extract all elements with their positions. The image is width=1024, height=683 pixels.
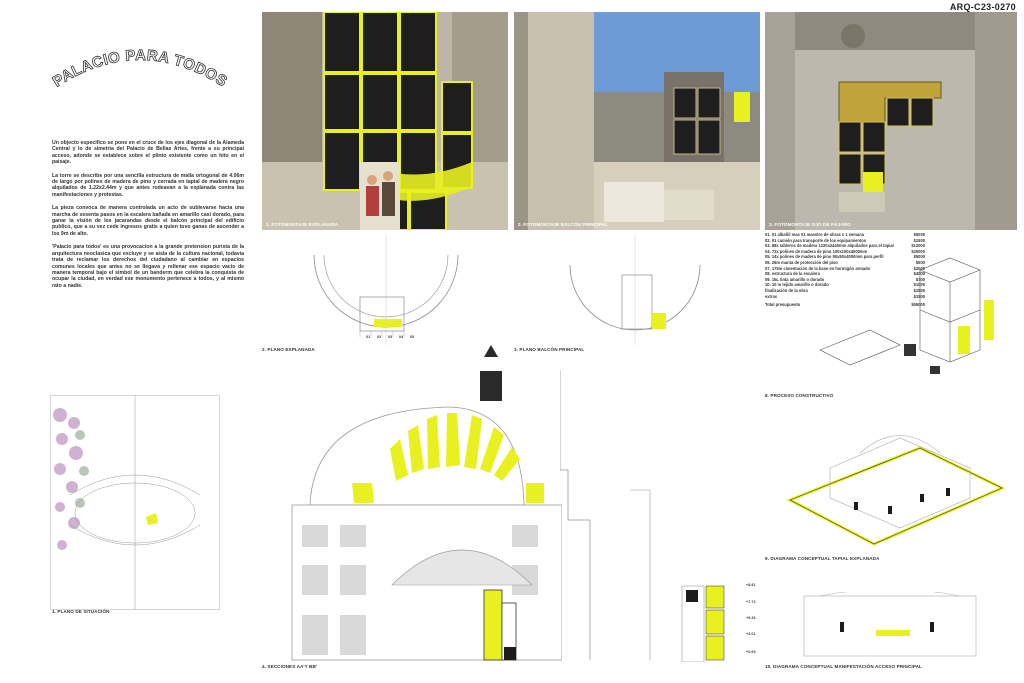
paragraph: La torre se describe por una sencilla estructura de malla ortogonal de 4.06m de largo por polines de madera de pino y cerrada en tapial de madera negro alquilados de 1.22x2.44m y que antes rodeavan a la explanada contra las manifestaciones y protestas. bbox=[52, 172, 244, 198]
budget-row: 04. 72x polines de madera de pino 100x100x4000mm $20000 bbox=[765, 248, 925, 254]
caption-secciones: 4. SECCIONES AA'Y BB' bbox=[262, 664, 318, 669]
proceso-constructivo bbox=[800, 240, 1020, 390]
caption-plan-balcon: 3. PLANO BALCÓN PRINCIPAL bbox=[514, 347, 585, 352]
diagrama-manifestacion bbox=[800, 592, 980, 660]
project-code: ARQ-C23-0270 bbox=[949, 2, 1016, 12]
caption-photo1: 1. FOTOMONTAJE EXPLANADA bbox=[266, 222, 339, 227]
photomontage-balcon bbox=[514, 12, 760, 230]
budget-total: Total presupuesto $55000 bbox=[765, 302, 925, 308]
section-profile bbox=[560, 370, 680, 670]
caption-photo2: 2. FOTOMONTAJE BALCÓN PRINCIPAL bbox=[518, 222, 608, 227]
level-label: +5.33 bbox=[746, 616, 756, 620]
axis-label: 04 bbox=[399, 335, 404, 339]
axis-label: 03 bbox=[388, 335, 393, 339]
section-detail bbox=[680, 580, 750, 662]
plano-situacion bbox=[50, 395, 220, 610]
budget-row: 06. 26m manta de protección del piso $500 bbox=[765, 259, 925, 265]
secciones-aa-bb bbox=[262, 335, 562, 665]
level-label: +8.81 bbox=[746, 583, 756, 587]
budget-row: 07. 175m cimentación de la base en hormigón armado $2000 bbox=[765, 265, 925, 271]
level-label: +7.73 bbox=[746, 600, 756, 604]
svg-text:PALACIO PARA TODOS bbox=[50, 47, 230, 91]
page-title: PALACIO PARA TODOS bbox=[50, 46, 230, 91]
caption-plan-explanada: 2. PLANO EXPLANADA bbox=[262, 347, 315, 352]
plan-balcon bbox=[560, 235, 710, 345]
diagrama-tapial bbox=[770, 408, 1018, 556]
budget-row: 01. 01 albañil mas 01 maestro de obras x 1 semana $5000 bbox=[765, 232, 925, 237]
budget-row: 05. 14x polines de madera de pino 50x50x4000mm para perfil $5000 bbox=[765, 254, 925, 260]
caption-proceso: 8. PROCESO CONSTRUCTIVO bbox=[765, 393, 834, 398]
budget-row: 02. 01 camión para transporte de los equipamientos $1500 bbox=[765, 237, 925, 243]
budget-row: 08. estructura de la escalera $4000 bbox=[765, 271, 925, 277]
budget-row: extras $1500 bbox=[765, 293, 925, 299]
axis-label: 01 bbox=[366, 335, 371, 339]
paragraph: 'Palacio para todos' es una provocacion a la grande pretension purista de la arquitectura neoclasica que excluye y se aisla de la cultura nacional, todavia trata de reclamar los derechos del ciudadano al cambiar en espacios comunes locales que antes no se llegava y rellenar ese espacio vacio de manera temporal bajo el simbol de un banderm que celebra la conquista de ocupar la ciudad, en verdad ese monumento pertenece a todos, y al mismo rato a nadie. bbox=[52, 244, 244, 289]
level-label: +0.69 bbox=[746, 650, 756, 654]
photomontage-explanada bbox=[262, 12, 508, 230]
caption-photo3: 3. FOTOMONTAJE OJO DE PÁJARO bbox=[769, 222, 851, 227]
photomontage-ojo-de-pajaro bbox=[765, 12, 1017, 230]
title-graphic bbox=[50, 30, 230, 100]
plan-explanada bbox=[300, 235, 472, 345]
axis-label: 05 bbox=[410, 335, 415, 339]
paragraph: Un objecto especifico se pone en el cruce de los ejes diagonal de la Alameda Central y lo de simetria del Palacio de Bellas Artes, frente a su principal acceso, adonde se establece sobre el plinto existente como un hito en el paisaje. bbox=[52, 140, 244, 166]
caption-manifestacion: 10. DIAGRAMA CONCEPTUAL MANIFESTACIÓN ACCESO PRINCIPAL bbox=[765, 664, 922, 669]
level-label: +3.01 bbox=[746, 632, 756, 636]
budget-row: 09. 15L tinta amarillo o dorado $700 bbox=[765, 276, 925, 282]
axis-label: 02 bbox=[377, 335, 382, 339]
caption-situacion: 1. PLANO DE SITUACIÓN bbox=[52, 609, 110, 614]
paragraph: La pieza convoca de manera controlada un acto de sublevarse hacia una marcha de sesenta pasos en la escalera bañada en amarillo casi dorado, para ganar la visión de los jacarandas desde el balcón principal del edificio publico, que a su vez cede ingresos gratis a quien tuvo ganas de ascender a los 9m de alto. bbox=[52, 205, 244, 237]
description bbox=[52, 140, 244, 296]
caption-tapial: 9. DIAGRAMA CONCEPTUAL TAPIAL EXPLANADA bbox=[765, 556, 880, 561]
budget-row: 10. 10 m tejido amarillo o dorado $1000 bbox=[765, 282, 925, 288]
budget-row: 03. 88x tableros de madera 1220x2440mm alquilados para el tapial $12000 bbox=[765, 243, 925, 249]
budget-row: finalización de la obra $1500 bbox=[765, 287, 925, 293]
